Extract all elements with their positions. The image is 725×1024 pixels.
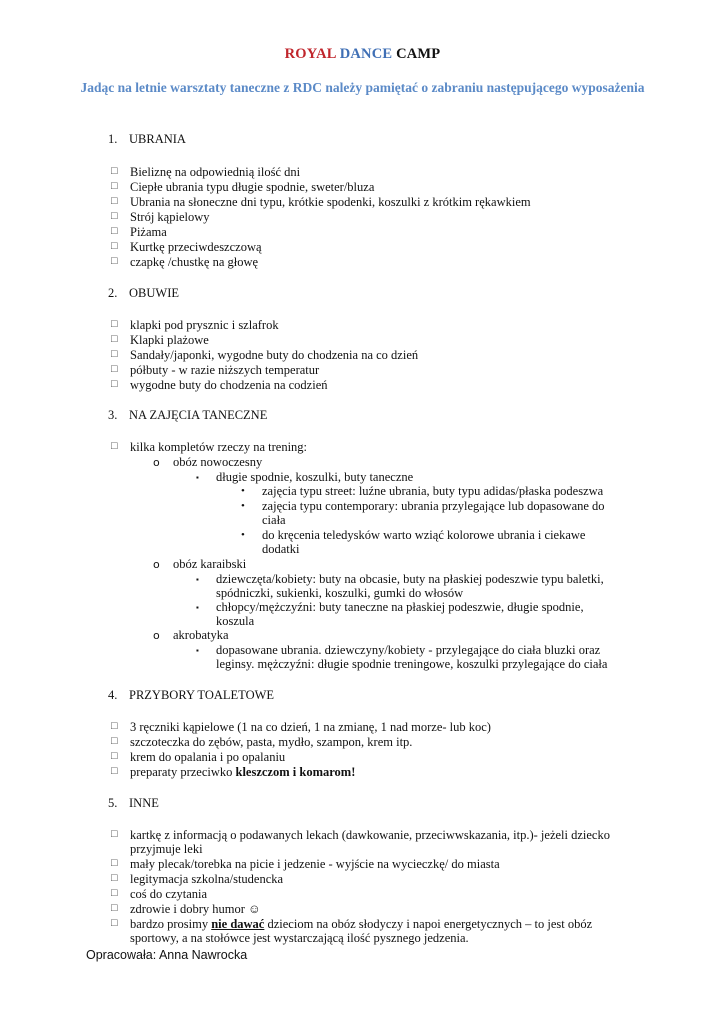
list-item-underlined: nie dawać (211, 917, 265, 931)
bullet-item: zajęcia typu contemporary: ubrania przylegające lub dopasowane do (262, 499, 605, 513)
title-dance: DANCE (339, 46, 393, 62)
checkbox-icon (111, 180, 121, 195)
list-item: mały plecak/torebka na picie i jedzenie - wyjście na wycieczkę/ do miasta (130, 857, 500, 871)
list-item: Ubrania na słoneczne dni typu, krótkie spodenki, koszulki z krótkim rękawkiem (130, 195, 531, 209)
section-title: OBUWIE (129, 286, 179, 300)
list-item (130, 917, 592, 932)
list-item-cont: przyjmuje leki (130, 842, 203, 856)
list-item-cont: sportowy, a na stołówce jest wystarczającą ilość pysznego jedzenia. (130, 931, 469, 945)
list-item: klapki pod prysznic i szlafrok (130, 318, 279, 332)
list-item: Strój kąpielowy (130, 210, 210, 224)
checkbox-icon (111, 318, 121, 333)
checkbox-icon (111, 165, 121, 180)
checkbox-icon (111, 872, 121, 887)
dot-bullet-icon: • (241, 485, 245, 497)
list-item: krem do opalania i po opalaniu (130, 750, 286, 764)
dot-bullet-icon: • (241, 529, 245, 541)
list-item: Klapki plażowe (130, 333, 209, 347)
list-item: szczoteczka do zębów, pasta, mydło, szampon, krem itp. (130, 735, 413, 749)
circle-bullet-icon: o (153, 456, 160, 469)
list-item (130, 765, 355, 780)
section-title: PRZYBORY TOALETOWE (129, 688, 275, 702)
list-item: Piżama (130, 225, 167, 239)
checkbox-icon (111, 857, 121, 872)
dot-bullet-icon: • (241, 500, 245, 512)
list-item: 3 ręczniki kąpielowe (1 na co dzień, 1 na zmianę, 1 nad morze- lub koc) (130, 720, 491, 734)
list-item-text: preparaty przeciwko (130, 765, 236, 779)
list-item: zdrowie i dobry humor ☺ (130, 902, 261, 916)
list-item-text: bardzo prosimy (130, 917, 212, 931)
checkbox-icon (111, 195, 121, 210)
square-bullet-icon: ▪ (196, 473, 199, 482)
checkbox-icon (111, 750, 121, 765)
checkbox-icon (111, 225, 121, 240)
footer-author: Opracowała: Anna Nawrocka (86, 948, 248, 962)
section-number: 3. (108, 408, 118, 422)
square-bullet-icon: ▪ (196, 575, 199, 584)
circle-bullet-icon: o (153, 629, 160, 642)
bullet-item: zajęcia typu street: luźne ubrania, buty typu adidas/płaska podeszwa (262, 484, 604, 498)
checkbox-icon (111, 765, 121, 780)
section-title: UBRANIA (129, 132, 186, 146)
section-heading-4 (108, 688, 274, 703)
list-item: kartkę z informacją o podawanych lekach (dawkowanie, przeciwwskazania, itp.)- jeżeli dziecko (130, 828, 610, 842)
section-heading-3 (108, 408, 267, 423)
list-item: półbuty - w razie niższych temperatur (130, 363, 320, 377)
checkbox-icon (111, 902, 121, 917)
section-heading-2 (108, 286, 179, 301)
checkbox-icon (111, 210, 121, 225)
bullet-item: do kręcenia teledysków warto wziąć kolorowe ubrania i ciekawe (262, 528, 586, 542)
sublist-item-cont: koszula (216, 614, 255, 628)
list-item: Sandały/japonki, wygodne buty do chodzenia na co dzień (130, 348, 419, 362)
sublist-item: długie spodnie, koszulki, buty taneczne (216, 470, 414, 484)
list-item: Ciepłe ubrania typu długie spodnie, sweter/bluza (130, 180, 375, 194)
checkbox-icon (111, 363, 121, 378)
checkbox-icon (111, 333, 121, 348)
doc-title (0, 46, 725, 63)
sublist-item: chłopcy/mężczyźni: buty taneczne na płaskiej podeszwie, długie spodnie, (216, 600, 584, 614)
list-item: wygodne buty do chodzenia na codzień (130, 378, 328, 392)
section-title: INNE (129, 796, 159, 810)
checkbox-icon (111, 720, 121, 735)
section-heading-1 (108, 132, 186, 147)
sublist-item: dziewczęta/kobiety: buty na obcasie, buty na płaskiej podeszwie typu baletki, (216, 572, 604, 586)
sublist-label: obóz karaibski (173, 557, 247, 571)
sublist-label: obóz nowoczesny (173, 455, 263, 469)
title-royal: ROYAL (284, 46, 336, 62)
checkbox-icon (111, 735, 121, 750)
section-number: 4. (108, 688, 118, 702)
square-bullet-icon: ▪ (196, 646, 199, 655)
bullet-item-cont: dodatki (262, 542, 300, 556)
list-item: czapkę /chustkę na głowę (130, 255, 259, 269)
checkbox-icon (111, 917, 121, 932)
section-number: 2. (108, 286, 118, 300)
list-item: coś do czytania (130, 887, 208, 901)
sublist-item-cont: spódniczki, sukienki, koszulki, gumki do włosów (216, 586, 464, 600)
sublist-item: dopasowane ubrania. dziewczyny/kobiety - przylegające do ciała bluzki oraz (216, 643, 601, 657)
square-bullet-icon: ▪ (196, 603, 199, 612)
checkbox-icon (111, 240, 121, 255)
section-number: 1. (108, 132, 118, 146)
sublist-label: akrobatyka (173, 628, 229, 642)
section-title: NA ZAJĘCIA TANECZNE (129, 408, 268, 422)
list-item: kilka kompletów rzeczy na trening: (130, 440, 308, 454)
list-item: Bieliznę na odpowiednią ilość dni (130, 165, 301, 179)
sublist-item-cont: leginsy. mężczyźni: długie spodnie treningowe, koszulki przylegające do ciała (216, 657, 608, 671)
checkbox-icon (111, 828, 121, 843)
list-item-text-tail: dzieciom na obóz słodyczy i napoi energetycznych – to jest obóz (264, 917, 593, 931)
title-camp: CAMP (396, 46, 441, 62)
checkbox-icon (111, 440, 121, 455)
circle-bullet-icon: o (153, 558, 160, 571)
doc-subtitle: Jadąc na letnie warsztaty taneczne z RDC należy pamiętać o zabraniu następującego wyposażenia (80, 80, 645, 95)
checkbox-icon (111, 378, 121, 393)
section-heading-5 (108, 796, 159, 811)
list-item-bold: kleszczom i komarom! (235, 765, 356, 779)
checkbox-icon (111, 255, 121, 270)
bullet-item-cont: ciała (262, 513, 286, 527)
checkbox-icon (111, 348, 121, 363)
list-item: legitymacja szkolna/studencka (130, 872, 284, 886)
section-number: 5. (108, 796, 118, 810)
list-item: Kurtkę przeciwdeszczową (130, 240, 262, 254)
checkbox-icon (111, 887, 121, 902)
